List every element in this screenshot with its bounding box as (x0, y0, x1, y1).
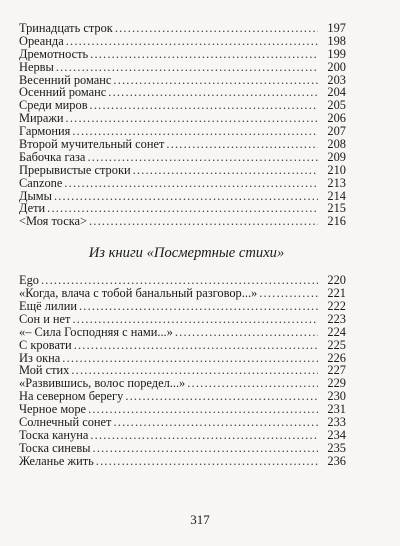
toc-entry-page: 224 (327, 324, 346, 339)
toc-entry-page: 210 (327, 162, 346, 177)
toc-entry-page: 233 (327, 415, 346, 430)
toc-entry-title: Ореанда (19, 33, 64, 48)
toc-entry-page: 207 (327, 124, 346, 139)
toc-entry-title: <Моя тоска> (19, 214, 88, 229)
toc-entry-title: Мой стих (19, 363, 70, 378)
toc-entry (19, 190, 346, 203)
toc-entry-page: 229 (327, 376, 346, 391)
toc-entry-title: «Когда, влача с тобой банальный разговор...» (19, 286, 258, 301)
toc-entry-page: 203 (327, 72, 346, 87)
toc-dot-leader (72, 313, 318, 326)
toc-dot-leader (79, 300, 318, 313)
toc-entry (19, 22, 346, 35)
toc-entry-title: Солнечный сонет (19, 415, 112, 430)
toc-entry (19, 442, 346, 455)
toc-dot-leader (90, 429, 318, 442)
toc-entry-page: 213 (327, 175, 346, 190)
toc-entry-page: 206 (327, 111, 346, 126)
toc-entry (19, 99, 346, 112)
toc-entry (19, 177, 346, 190)
toc-dot-leader (64, 177, 318, 190)
toc-entry-title: Осенний романс (19, 85, 107, 100)
toc-entry-title: Canzone (19, 175, 63, 190)
toc-entry-page: 204 (327, 85, 346, 100)
toc-dot-leader (125, 390, 318, 403)
toc-entry (19, 151, 346, 164)
toc-entry (19, 61, 346, 74)
toc-entry-title: Дети (19, 201, 46, 216)
toc-entry-title: Второй мучительный сонет (19, 137, 165, 152)
toc-dot-leader (187, 377, 318, 390)
toc-entry (19, 48, 346, 61)
toc-entry-page: 230 (327, 389, 346, 404)
toc-entry-page: 209 (327, 149, 346, 164)
toc-entry-page: 200 (327, 59, 346, 74)
toc-entry-title: Тринадцать строк (19, 21, 113, 35)
toc-entry-title: Бабочка газа (19, 149, 86, 164)
toc-entry-page: 197 (327, 21, 346, 35)
toc-entry (19, 416, 346, 429)
toc-dot-leader (54, 190, 318, 203)
toc-entry-page: 235 (327, 440, 346, 455)
toc-entry-page: 216 (327, 214, 346, 229)
toc-entry (19, 35, 346, 48)
toc-entry-title: Черное море (19, 402, 87, 417)
toc-dot-leader (96, 455, 318, 468)
toc-entry (19, 326, 346, 339)
toc-dot-leader (87, 151, 318, 164)
toc-dot-leader (175, 326, 318, 339)
toc-dot-leader (166, 138, 318, 151)
toc-entry-title: На северном берегу (19, 389, 124, 404)
toc-entry-page: 225 (327, 337, 346, 352)
toc-list-part2 (19, 274, 346, 467)
toc-dot-leader (62, 352, 318, 365)
toc-entry-page: 205 (327, 98, 346, 113)
toc-dot-leader (66, 35, 318, 48)
toc-entry (19, 429, 346, 442)
toc-entry-page: 221 (327, 286, 346, 301)
toc-entry (19, 215, 346, 228)
toc-entry-title: Желанье жить (19, 453, 94, 468)
toc-dot-leader (47, 202, 318, 215)
toc-entry-page: 198 (327, 33, 346, 48)
toc-entry (19, 455, 346, 468)
toc-dot-leader (66, 112, 318, 125)
toc-entry-page: 208 (327, 137, 346, 152)
toc-dot-leader (93, 442, 318, 455)
toc-entry-page: 236 (327, 453, 346, 468)
toc-entry-title: «– Сила Господняя с нами...» (19, 324, 173, 339)
toc-entry-page: 220 (327, 273, 346, 288)
toc-entry-title: Тоска синевы (19, 440, 91, 455)
toc-list-part1 (19, 22, 346, 228)
toc-entry-page: 215 (327, 201, 346, 216)
toc-entry-title: Ego (19, 273, 39, 288)
toc-entry-title: Сон и нет (19, 311, 71, 326)
toc-entry (19, 300, 346, 313)
toc-entry (19, 138, 346, 151)
toc-dot-leader (133, 164, 318, 177)
toc-dot-leader (113, 74, 318, 87)
toc-dot-leader (89, 215, 318, 228)
toc-entry-title: Тоска кануна (19, 427, 89, 442)
toc-entry-page: 234 (327, 427, 346, 442)
toc-dot-leader (56, 61, 318, 74)
toc-dot-leader (90, 99, 318, 112)
toc-entry-title: Дремотность (19, 46, 89, 61)
toc-entry-page: 223 (327, 311, 346, 326)
toc-dot-leader (74, 339, 318, 352)
toc-entry-title: «Развившись, волос поредел...» (19, 376, 186, 391)
toc-dot-leader (108, 86, 318, 99)
toc-entry-page: 214 (327, 188, 346, 203)
toc-entry-title: Прерывистые строки (19, 162, 131, 177)
toc-dot-leader (90, 48, 318, 61)
toc-entry-page: 222 (327, 299, 346, 314)
toc-entry-title: Нервы (19, 59, 54, 74)
toc-entry-page: 226 (327, 350, 346, 365)
toc-entry-title: Среди миров (19, 98, 88, 113)
toc-dot-leader (113, 416, 318, 429)
toc-dot-leader (259, 287, 318, 300)
toc-entry-page: 227 (327, 363, 346, 378)
toc-dot-leader (115, 22, 318, 35)
toc-entry-title: Дымы (19, 188, 52, 203)
toc-entry-page: 199 (327, 46, 346, 61)
toc-entry-title: Ещё лилии (19, 299, 77, 314)
page-number: 317 (190, 512, 210, 527)
toc-entry-title: Гармония (19, 124, 71, 139)
toc-dot-leader (88, 403, 318, 416)
toc-entry (19, 164, 346, 177)
toc-entry-title: Миражи (19, 111, 64, 126)
table-of-contents (19, 22, 346, 468)
toc-entry-page: 231 (327, 402, 346, 417)
toc-entry (19, 339, 346, 352)
section-heading: Из книги «Посмертные стихи» (88, 245, 285, 262)
toc-entry-title: Весенний романс (19, 72, 112, 87)
toc-entry-title: Из окна (19, 350, 61, 365)
toc-entry-title: С кровати (19, 337, 72, 352)
toc-entry (19, 313, 346, 326)
